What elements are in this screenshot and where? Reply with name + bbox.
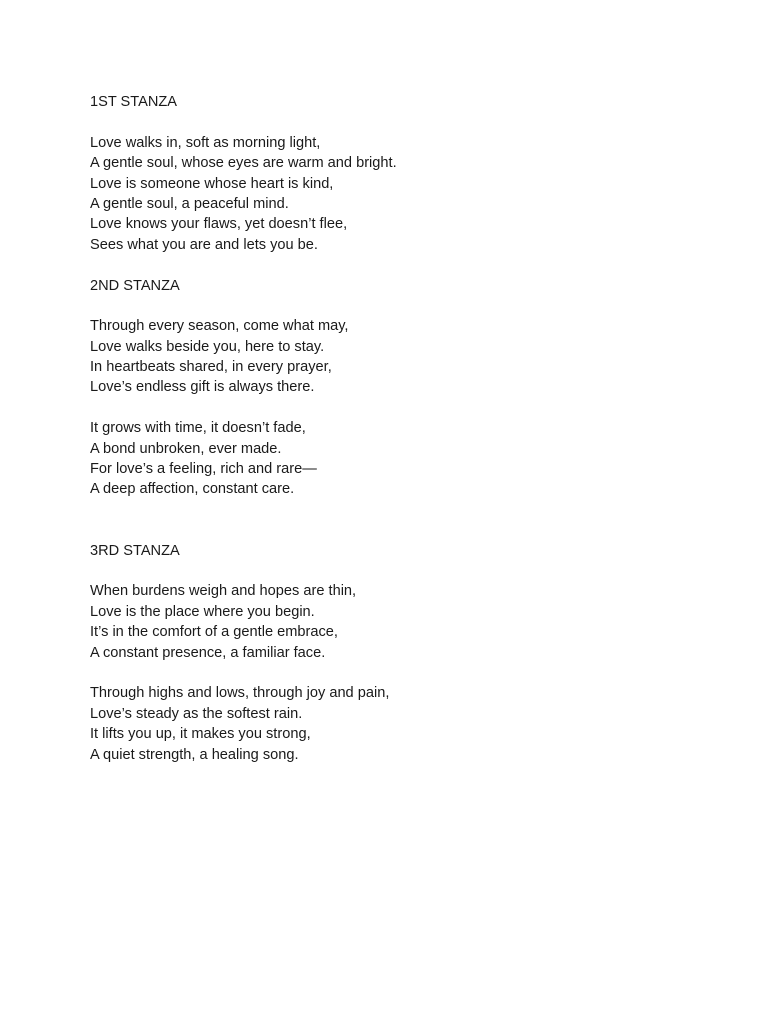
stanza-2-line: For love’s a feeling, rich and rare— — [90, 461, 317, 478]
stanza-1-line: Love knows your flaws, yet doesn’t flee, — [90, 216, 348, 233]
stanza-2-line: A bond unbroken, ever made. — [90, 440, 282, 457]
blank-line — [90, 112, 710, 132]
stanza-2-line: Love walks beside you, here to stay. — [90, 338, 325, 355]
stanza-3-heading: 3RD STANZA — [90, 542, 180, 559]
stanza-1-heading: 1ST STANZA — [90, 94, 178, 110]
blank-line — [90, 296, 710, 316]
blank-line — [90, 663, 710, 683]
stanza-1-line: A gentle soul, a peaceful mind. — [90, 195, 289, 212]
stanza-2-heading: 2ND STANZA — [90, 277, 180, 294]
stanza-2-line: In heartbeats shared, in every prayer, — [90, 359, 332, 376]
stanza-2-line: It grows with time, it doesn’t fade, — [90, 420, 306, 437]
stanza-2-line: Through every season, come what may, — [90, 318, 349, 335]
stanza-3-line: Through highs and lows, through joy and pain, — [90, 685, 390, 702]
stanza-2-line: A deep affection, constant care. — [90, 481, 295, 498]
stanza-3-line: It lifts you up, it makes you strong, — [90, 726, 311, 743]
stanza-1-line: A gentle soul, whose eyes are warm and bright. — [90, 155, 397, 172]
stanza-3-line: Love’s steady as the softest rain. — [90, 705, 303, 722]
stanza-1-line: Love is someone whose heart is kind, — [90, 175, 334, 192]
blank-line — [90, 561, 710, 581]
stanza-1-line: Love walks in, soft as morning light, — [90, 134, 321, 151]
blank-line — [90, 255, 710, 275]
stanza-3-line: Love is the place where you begin. — [90, 603, 315, 620]
blank-line — [90, 500, 710, 541]
document-page — [90, 92, 710, 765]
stanza-3-line: It’s in the comfort of a gentle embrace, — [90, 624, 338, 641]
stanza-3-line: A constant presence, a familiar face. — [90, 644, 326, 661]
stanza-3-line: When burdens weigh and hopes are thin, — [90, 583, 357, 600]
blank-line — [90, 398, 710, 418]
stanza-2-line: Love’s endless gift is always there. — [90, 379, 315, 396]
stanza-3-line: A quiet strength, a healing song. — [90, 746, 299, 763]
stanza-1-line: Sees what you are and lets you be. — [90, 236, 318, 253]
